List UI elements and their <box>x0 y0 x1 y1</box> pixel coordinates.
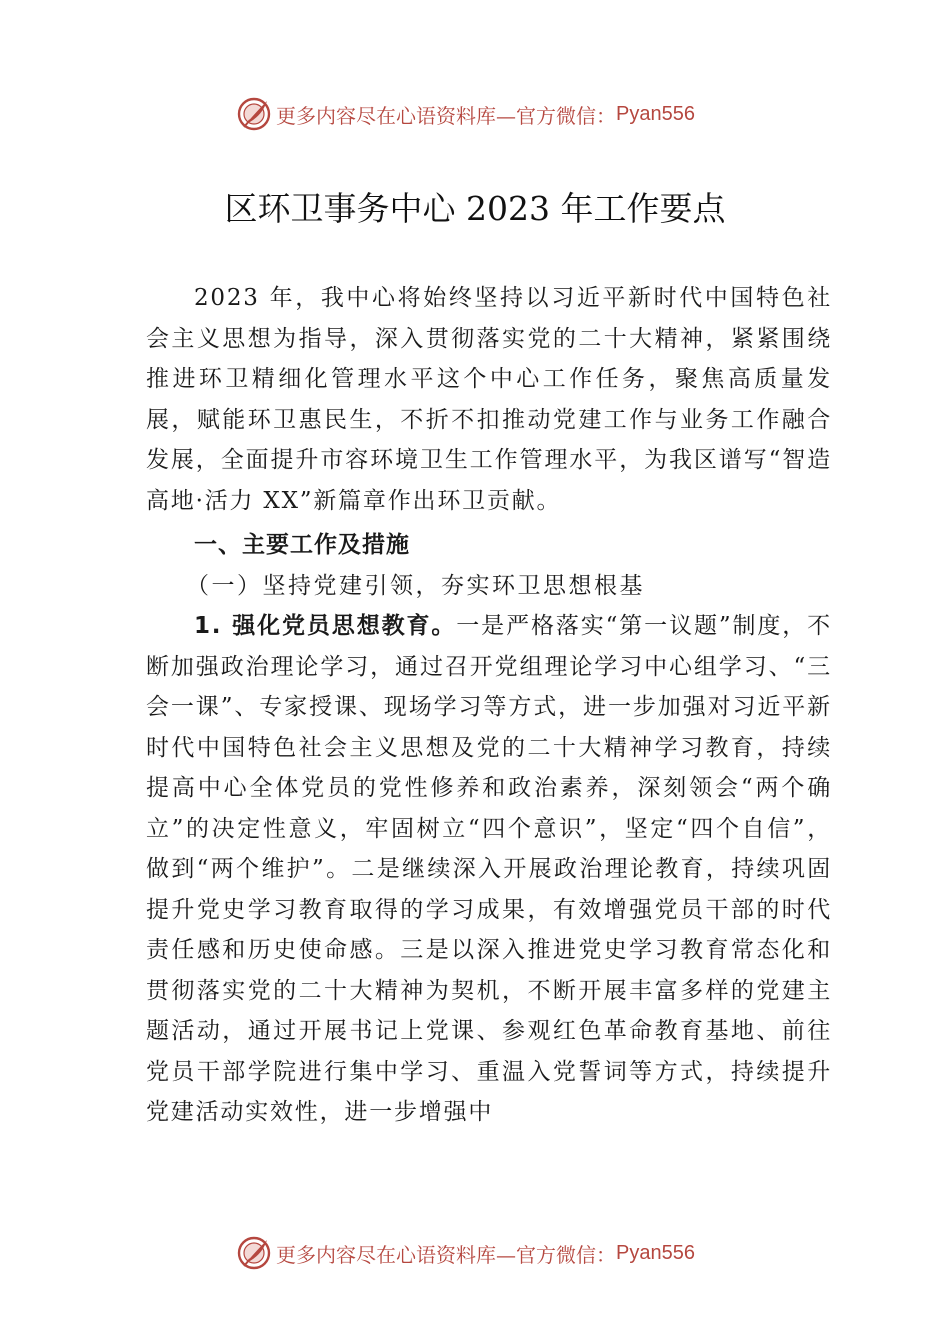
watermark-text: 更多内容尽在心语资料库—官方微信： <box>276 1242 616 1267</box>
watermark-wechat-id: Pyan556 <box>616 1241 695 1264</box>
document-body <box>146 278 832 1133</box>
section-heading: 一、主要工作及措施 <box>194 532 410 558</box>
item-body: 一是严格落实“第一议题”制度，不断加强政治理论学习，通过召开党组理论学习中心组学习、“三会一课”、专家授课、现场学习等方式，进一步加强对习近平新时代中国特色社会主义思想及党的二十大精神学习教育，持续提高中心全体党员的党性修养和政治素养，深刻领会“两个确立”的决定性意义，牢固树立“四个意识”，坚定“四个自信”，做到“两个维护”。二是继续深入开展政治理论教育，持续巩固提升党史学习教育取得的学习成果，有效增强党员干部的时代责任感和历史使命感。三是以深入推进党史学习教育常态化和贯彻落实党的二十大精神为契机，不断开展丰富多样的党建主题活动，通过开展书记上党课、参观红色革命教育基地、前往党员干部学院进行集中学习、重温入党誓词等方式，持续提升党建活动实效性，进一步增强中 <box>146 613 832 1125</box>
watermark-bottom <box>236 1235 756 1271</box>
watermark-text: 更多内容尽在心语资料库—官方微信： <box>276 103 616 128</box>
intro-paragraph: 2023 年，我中心将始终坚持以习近平新时代中国特色社会主义思想为指导，深入贯彻落实党的二十大精神，紧紧围绕推进环卫精细化管理水平这个中心工作任务，聚焦高质量发展，赋能环卫惠民生，不折不扣推动党建工作与业务工作融合发展，全面提升市容环境卫生工作管理水平，为我区谱写“智造高地·活力 XX”新篇章作出环卫贡献。 <box>146 285 832 514</box>
subsection-heading: （一）坚持党建引领，夯实环卫思想根基 <box>186 572 645 599</box>
item-lead: 1. 强化党员思想教育。 <box>194 613 457 639</box>
document-title: 区环卫事务中心 2023 年工作要点 <box>224 189 726 228</box>
watermark-top <box>236 96 756 132</box>
feather-logo-icon <box>236 1235 272 1271</box>
feather-logo-icon <box>236 96 272 132</box>
watermark-wechat-id: Pyan556 <box>616 102 695 125</box>
item-paragraph <box>146 606 832 1133</box>
